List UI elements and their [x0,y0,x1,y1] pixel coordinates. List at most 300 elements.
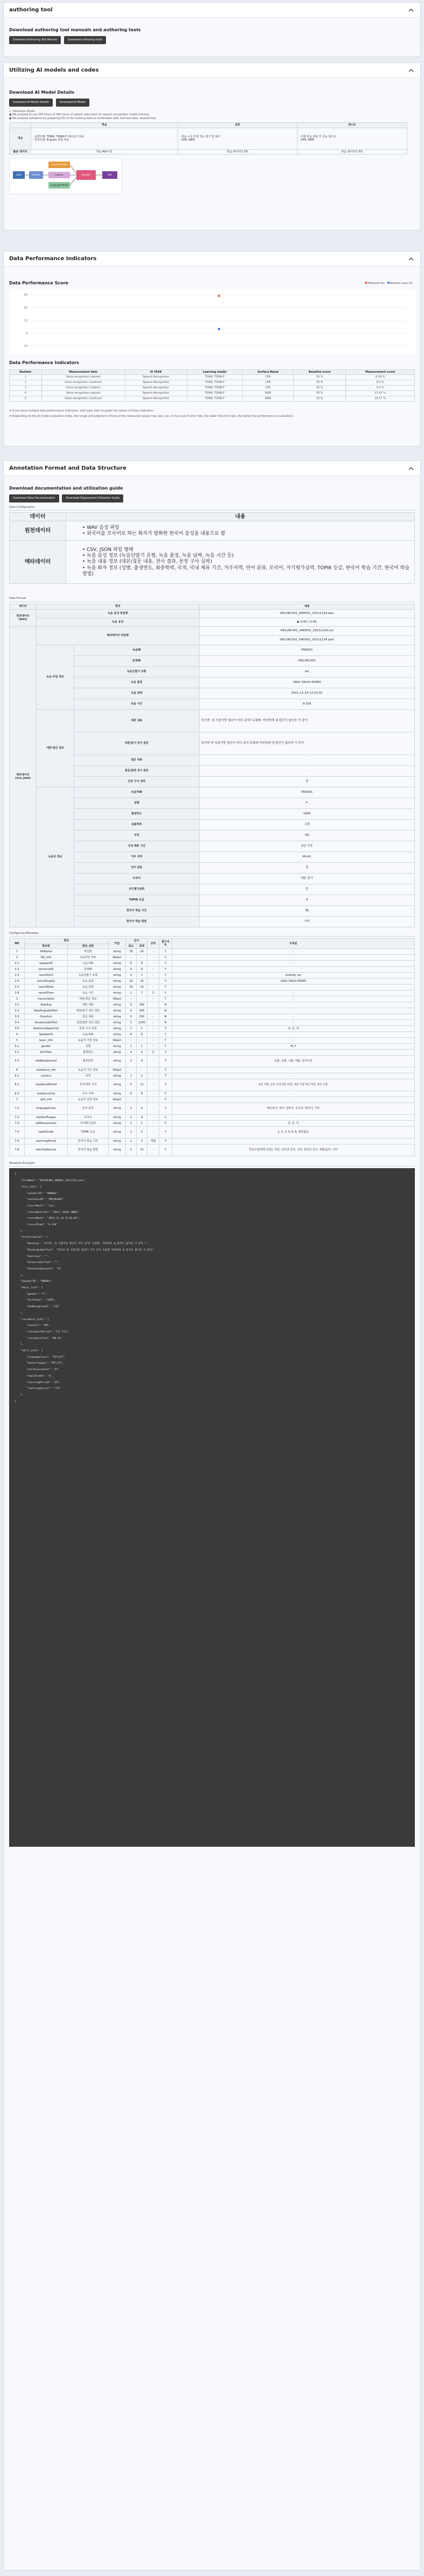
cell: 6.39 % [346,375,415,380]
cell: 19 [126,984,137,990]
cell: string [109,966,126,972]
group-cell: 녹음 파일 정보 [37,645,74,709]
table-row [10,787,415,798]
cell: Y [159,1114,172,1120]
cell: Y [159,972,172,978]
item-cell: 녹음 음성 파일명 [37,609,200,618]
table-row[interactable] [10,1091,415,1097]
table-row[interactable] [10,978,415,984]
cell: 국적 [68,1073,109,1079]
cell: - [147,1120,159,1126]
cell: android, ios [172,972,415,978]
table-row[interactable] [10,391,415,396]
cell: - [147,1067,159,1073]
cell: 최종학력 [68,1055,109,1067]
cell: 3-3 [10,1014,25,1020]
legend-label: Baseline score (%) [390,282,413,285]
sub-item-cell: 녹음 시간 [74,699,200,709]
table-row[interactable] [10,1138,415,1144]
cell: 0 [126,1020,137,1025]
value-cell: - [199,765,414,776]
cell: string [109,978,126,984]
cell: 6 [137,1091,147,1097]
table-row[interactable] [10,1120,415,1126]
table-row[interactable] [10,380,415,386]
chevron-up-icon[interactable] [407,67,415,74]
cell: - [147,1008,159,1014]
cell: 성별 [68,1043,109,1049]
data-point[interactable] [218,328,220,330]
authoring-tool-header[interactable] [4,3,420,18]
cell: 6.5 % [346,380,415,386]
cell: Speech Recognition [125,380,187,386]
cell: 1 [137,1025,147,1031]
download-tool-button[interactable]: Download authoring tools [64,36,106,44]
cell: string [109,948,126,954]
header-cell: 데이터 [10,513,66,521]
cell: Y [159,984,172,990]
cell: 한국어 학습 기간 [68,1138,109,1144]
meta-label: Configuring Metadata [9,932,415,937]
cell: Object [109,954,126,960]
cell: - [126,954,137,960]
row-label: 활용 데이터 [10,149,31,154]
cell: Voice recognition (higher) [41,386,125,391]
cell: 녹음 날짜 [68,984,109,990]
cell: ReadingLabelText [25,1008,68,1014]
header-cell: 데이터 [10,604,37,609]
cell: 7 [10,1097,25,1102]
cell: 자기평가실력 [68,1120,109,1126]
value-cell[interactable]: ▶ 0:00 / 0:00 [199,618,414,626]
table-row[interactable] [10,375,415,380]
cell: M, F [172,1043,415,1049]
legend-swatch [365,282,367,284]
table-row[interactable] [10,948,415,954]
cell: 개월 [147,1138,159,1144]
header-cell: 항목명 [25,944,68,948]
cell: 녹음자 실력 정보 [68,1097,109,1102]
table-row[interactable] [10,1008,415,1014]
cell: 5-1 [10,1043,25,1049]
cell: 0 [126,1014,137,1020]
table-row [10,618,415,626]
cell: motherTongue [25,1114,68,1120]
value-cell: KR-41 [199,851,414,862]
cell: TDNN, TDNN-F [187,396,243,402]
cell: Y [159,996,172,1002]
cell: string [109,1031,126,1037]
header-cell: 길이 [126,939,147,944]
cell: 7 [137,990,147,996]
y-tick-label: 30 [24,294,27,297]
cell: 5.5 % [346,386,415,391]
download-ai-model-button[interactable]: Download AI Model [56,99,89,107]
panel-title: Data Performance Indicators [9,256,97,262]
cell: - [126,1037,137,1043]
table-row[interactable] [10,1144,415,1156]
cell: - [137,954,147,960]
cell: 녹음단말기 유형 [68,972,109,978]
cell: 2-6 [10,990,25,996]
table-row[interactable] [10,966,415,972]
cell: Object [109,1037,126,1043]
cell: Y [159,1120,172,1126]
cell: - [126,996,137,1002]
cell: - [172,1073,415,1079]
cell: 1 [10,948,25,954]
cell: topikGrade [25,1126,68,1138]
cell: 2 [10,380,42,386]
sub-item-cell: 문장 구사 실력 [74,776,200,787]
value-cell: F [199,798,414,808]
annotation-header[interactable] [4,461,420,476]
cell: 6 [10,1067,25,1073]
cell: Y [159,1102,172,1114]
cell: 7-4 [10,1126,25,1138]
cell: Speech Recognition [125,391,187,396]
cell: residence_info [25,1067,68,1073]
cell: 4 [137,1049,147,1055]
header-cell: 최소 [126,944,137,948]
table-row[interactable] [10,954,415,960]
diagram-box: Feature [29,171,43,179]
cell: 문장 구사 실력 [68,1025,109,1031]
cell: - [172,1091,415,1097]
cell: 6-2 [10,1079,25,1091]
config-bullet: • 녹음 화자 정보 (성별, 출생연도, 최종학력, 국적, 국내 체류 기간, 거주지역, 언어 분류, 모국어, 자기평가실력, TOPIK 등급, 한국어 학습 기간, 한국어 학습 방법) [82,565,409,577]
chevron-up-icon[interactable] [407,6,415,14]
cell: eduBackground [25,1055,68,1067]
cell: 2 [126,1144,137,1156]
cell: transcription [25,996,68,1002]
cell: - [147,984,159,990]
value-cell: 대본 읽기 [199,873,414,884]
cell: SentenceSpeechLV [25,1025,68,1031]
cell: CER [243,375,294,380]
cell: SpeakerID [25,1031,68,1037]
cell: - [172,1014,415,1020]
table-row[interactable] [10,1079,415,1091]
cell: 0 [126,1008,137,1014]
cell: 파일명 [68,948,109,954]
cell: Question [25,1014,68,1020]
group-cell: 대본/질문 정보 [37,709,74,787]
header-cell: 테스트 [297,123,407,128]
diagram-box: Decoder [76,170,96,180]
value-cell: VN11RC001_VN0001_20211124.csv [199,626,414,636]
sub-item-cell: 녹음 품질 [74,677,200,688]
panel-title: authoring tool [9,7,53,13]
value-cell: 16bit 16kHz MONO [199,677,414,688]
download-manual-button[interactable]: Download Authoring Tool Manual [9,36,61,44]
cell: string [109,1114,126,1120]
chart-heading: Data Performance Score [9,281,68,285]
cell: 2-1 [10,960,25,966]
table-row[interactable] [10,990,415,996]
ai-model-header[interactable] [4,63,420,78]
sub-item-cell: 자기평가실력 [74,884,200,895]
cell: string [109,1043,126,1049]
cell: 30 % [293,396,346,402]
header-cell: 유효값 [172,939,415,949]
table-row[interactable] [10,1073,415,1079]
table-row[interactable] [10,984,415,990]
cell: - [147,996,159,1002]
cell: string [109,1138,126,1144]
table-row[interactable] [10,1037,415,1043]
cell: 6 [137,960,147,966]
cell: 100 [137,1002,147,1008]
cell: Voice recognition (above) [41,375,125,380]
table-row[interactable] [10,1020,415,1025]
table-row[interactable] [10,386,415,391]
cell: - [147,1097,159,1102]
value-cell: 5년 이상 [199,841,414,851]
y-tick-label: 20 [24,306,27,310]
chevron-up-icon[interactable] [407,465,415,472]
cell: CER [243,380,294,386]
cell: 대본/질문 정보 [68,996,109,1002]
cell: Object [109,996,126,1002]
cell: 1, 2, 3, 4, 5, 6, 해당없음 [172,1126,415,1138]
cell: 2-4 [10,978,25,984]
table-row[interactable] [10,1126,415,1138]
cell: 20.07 % [346,396,415,402]
cell: 3-5 [10,1025,25,1031]
value-cell: VN0001 [199,787,414,798]
sub-item-cell: 대본/읽기 전사 결과 [74,732,200,755]
cell: 3 [137,1138,147,1144]
table-row[interactable] [10,1097,415,1102]
cell: - [147,960,159,966]
config-label: Data Configuration [9,506,415,511]
table-row[interactable] [10,1067,415,1073]
cell: 7 [137,972,147,978]
example-label: Metadata Example [9,1162,415,1167]
cell: 국내 체류 기간 [68,1079,109,1091]
cell: - [147,1055,159,1067]
cell: 19 [137,984,147,990]
cell: - [147,1002,159,1008]
cell: N [159,1008,172,1014]
cell: Y [159,1037,172,1043]
value-cell: 상 [199,776,414,787]
cell: Y [159,1091,172,1097]
sub-item-cell: 녹음자ID [74,787,200,798]
sub-item-cell: 국내 체류 기간 [74,841,200,851]
cell: string [109,972,126,978]
cell: string [109,1079,126,1091]
cell: · 모델 학습 완료 후 성능 테스트 · CER, WER [297,128,407,149]
header-cell: 최대 [137,944,147,948]
cell: 6-1 [10,1073,25,1079]
cell: 출생연도 [68,1049,109,1055]
data-point[interactable] [218,295,220,297]
download-documentation-button[interactable]: Download Data Documentation [9,494,59,502]
cell: 21.47 % [346,391,415,396]
group-cell: 녹음자 정보 [37,787,74,927]
cell: 베트남어, 영어, 일본어, 중국어, 태국어, 기타 [172,1102,415,1114]
value-cell: VN11RC001_VN0001_20211124.json [199,636,414,645]
table-row[interactable] [10,1102,415,1114]
header-cell: 항목 [37,604,200,609]
table-row[interactable] [10,1049,415,1055]
table-row[interactable] [10,1014,415,1020]
table-row[interactable] [10,1055,415,1067]
cell: 4 [137,1102,147,1114]
header-cell: 타입 [109,939,126,949]
cell: 16 [137,978,147,984]
config-bullet: • 녹음 음성 정보 (녹음단말기 유형, 녹음 품질, 녹음 날짜, 녹음 시간 등) [82,553,234,559]
cell: - [126,1067,137,1073]
ai-usage-table [9,122,407,155]
sub-item-cell: 한국어 학습 방법 [74,916,200,927]
table-row[interactable] [10,1031,415,1037]
ai-model-panel [3,62,421,231]
cell: 1 [126,1126,137,1138]
cell: recordQuality [25,978,68,984]
section-heading: Download authoring tool manuals and authoring tools [9,27,141,32]
performance-chart[interactable] [9,289,416,354]
cell: birthYear [25,1049,68,1055]
cell: 30 % [293,391,346,396]
performance-header[interactable] [4,252,420,267]
cell: 1 [126,1138,137,1144]
usage-title: 1. Utilization Model [9,109,36,113]
value-cell: 정서연 내 지갑이랑 열쇠가 어디 갔지 유필래 미안한데 내 물건이 없어진 거 같아 [199,732,414,755]
cell: CER [243,386,294,391]
cell: Voice recognition (medium) [41,396,125,402]
cell: - [147,1020,159,1025]
cell: 13 [137,1144,147,1156]
performance-panel [3,251,421,446]
cell: - [172,1002,415,1008]
cell: TDNN, TDNN-F [187,380,243,386]
item-cell: 메타데이터 파일명 [37,626,200,645]
legend-label: Measured (%) [368,282,385,285]
table-row[interactable] [10,396,415,402]
table-row[interactable] [10,1002,415,1008]
cell: - [172,948,415,954]
table-row[interactable] [10,960,415,966]
cell: WER [243,396,294,402]
metadata-table [9,938,415,1156]
cell: Y [159,966,172,972]
cell: - [147,1091,159,1097]
cell: 상, 중, 하 [172,1120,415,1126]
table-row[interactable] [10,972,415,978]
cell: Y [159,948,172,954]
chevron-up-icon[interactable] [407,255,415,263]
legend-swatch [387,282,390,284]
table-row[interactable] [10,1025,415,1031]
cell: 6 [126,1091,137,1097]
config-bullet: • WAV 음성 파일 [82,525,119,530]
cell: - [147,1037,159,1043]
cell: 11 [137,1079,147,1091]
cell: N [159,1014,172,1020]
diagram-arrows [10,158,123,195]
cell: 7-3 [10,1120,25,1126]
row-label: 메타데이터 (csv, json) [10,626,37,927]
cell: 3 [10,996,25,1002]
table-row [10,645,415,655]
sub-item-cell: 최종학력 [74,819,200,830]
cell: 3-1 [10,1002,25,1008]
cell: file_info [25,954,68,960]
cell: Y [159,1055,172,1067]
cell: Y [159,1079,172,1091]
value-cell: ios [199,666,414,677]
cell: 녹음 품질 [68,978,109,984]
cell: - [137,996,147,1002]
value-cell: 4 [199,895,414,905]
cell: sentenceID [25,966,68,972]
cell: 2-5 [10,984,25,990]
sub-item-cell: 녹음 날짜 [74,688,200,699]
cell: TDNN, TDNN-F [187,386,243,391]
value-cell: 중 [199,884,414,895]
table-row[interactable] [10,1043,415,1049]
cell: 녹음자 거주 정보 [68,1067,109,1073]
cell: 학습 데이터의 5% [178,149,297,154]
download-guide-button[interactable]: Download Deployment Utilization Guide [62,494,123,502]
download-ai-details-button[interactable]: Download AI Model Details [9,99,53,107]
cell: - [147,1025,159,1031]
cell: N [159,1002,172,1008]
cell: Y [159,1138,172,1144]
cell: Speech Recognition [125,396,187,402]
table-row [10,609,415,618]
cell: - [147,1014,159,1020]
cell: - [126,1097,137,1102]
table-row[interactable] [10,996,415,1002]
cell: basic_info [25,1037,68,1043]
cell: string [109,990,126,996]
cell: string [109,1073,126,1079]
cell: Y [159,1031,172,1037]
row-label: 개요 [10,128,31,149]
table-row[interactable] [10,1114,415,1120]
cell: 5-2 [10,1049,25,1055]
cell: 1 [137,1043,147,1049]
cell: string [109,1126,126,1138]
header-cell: 항목 설명 [68,944,109,948]
cell: residenceCity [25,1091,68,1097]
config-table [9,512,415,584]
cell: 4 [126,1049,137,1055]
cell: 5 [137,1126,147,1138]
cell: Y [159,1097,172,1102]
header-cell: 학습 [31,123,178,128]
cell: - [172,1020,415,1025]
cell: LearningPeriod [25,1138,68,1144]
cell: 6 [126,960,137,966]
note: ※ Depending on the AI model evaluation index, the range and judgment criteria of the measured values may vary. (ex. In the case of error rate, the lower the error rate, the better the performance is evaluated.) [9,414,294,418]
value-cell: 기타 [199,916,414,927]
cell: 1 [126,990,137,996]
value-cell: 36 [199,905,414,916]
sub-item-cell: 질문 내용 [74,755,200,765]
cell: string [109,1008,126,1014]
cell: Y [159,1025,172,1031]
cell: gender [25,1043,68,1049]
cell: 1 [10,375,42,380]
cell: Y [159,1073,172,1079]
cell: 1 [126,1043,137,1049]
cell: 7-6 [10,1144,25,1156]
